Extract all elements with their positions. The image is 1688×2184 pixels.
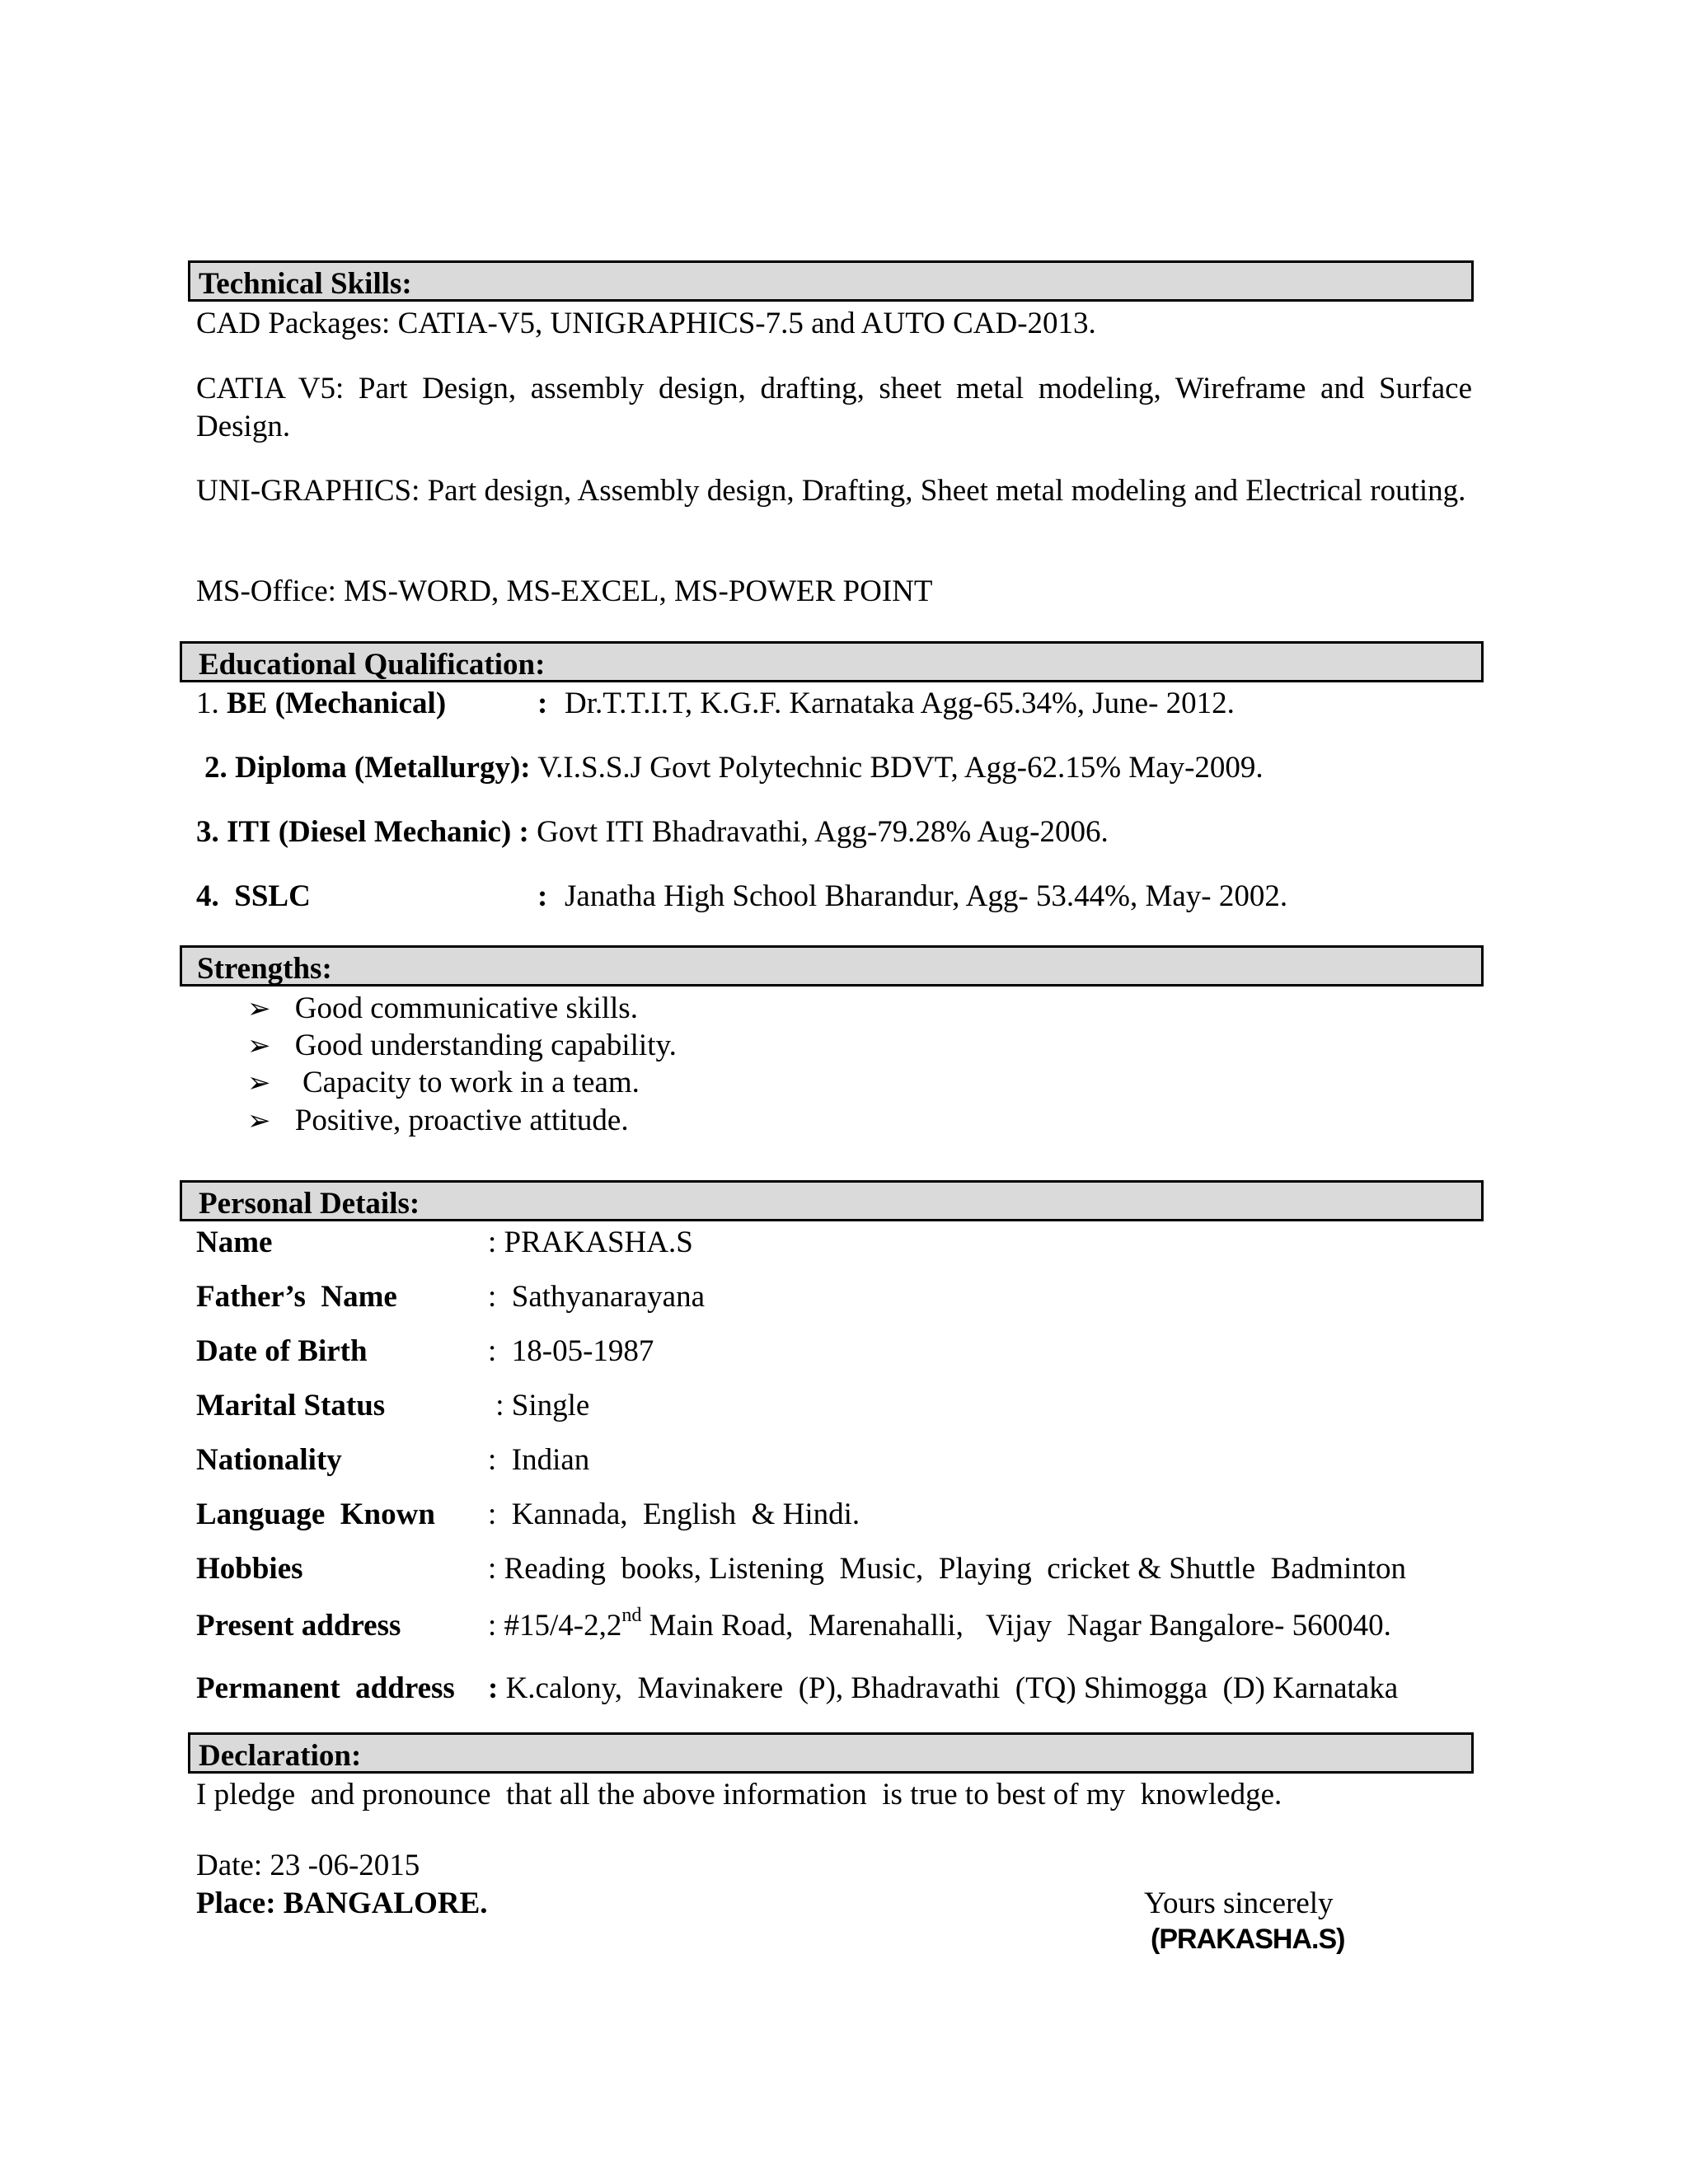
- strength-text: Good communicative skills.: [294, 991, 638, 1025]
- arrow-bullet-icon: ➢: [247, 992, 271, 1025]
- declaration-heading: Declaration:: [199, 1739, 362, 1773]
- personal-label-marital: Marital Status: [196, 1389, 386, 1422]
- personal-details-heading-box: [180, 1180, 1484, 1221]
- personal-value-present-address: [488, 1604, 1391, 1644]
- colon-mark: :: [488, 1671, 499, 1705]
- personal-label-father: Father’s Name: [196, 1280, 397, 1314]
- personal-value-name: : PRAKASHA.S: [488, 1226, 693, 1259]
- personal-label-permanent-address: Permanent address: [196, 1671, 455, 1705]
- technical-skills-heading: Technical Skills:: [199, 267, 412, 301]
- education-item-2: [204, 751, 1264, 786]
- declaration-place: Place: BANGALORE.: [196, 1886, 488, 1920]
- personal-value-marital: : Single: [488, 1389, 590, 1422]
- education-num: 4.: [196, 879, 219, 913]
- list-item: [247, 1029, 677, 1064]
- education-detail: Dr.T.T.I.T, K.G.F. Karnataka Agg-65.34%, June- 2012.: [565, 687, 1235, 720]
- education-item-4: [196, 879, 311, 915]
- education-item-3: [196, 815, 1109, 851]
- education-num: 1.: [196, 687, 219, 720]
- education-title: Diploma (Metallurgy):: [235, 751, 531, 785]
- education-detail: Govt ITI Bhadravathi, Agg-79.28% Aug-2006.: [537, 815, 1109, 849]
- arrow-bullet-icon: ➢: [247, 1066, 271, 1099]
- signature-name: (PRAKASHA.S): [1151, 1924, 1345, 1955]
- strength-text: Positive, proactive attitude.: [294, 1104, 629, 1137]
- personal-value-father: : Sathyanarayana: [488, 1280, 705, 1314]
- education-num: 3.: [196, 815, 219, 849]
- arrow-bullet-icon: ➢: [247, 1029, 271, 1062]
- strength-text: Capacity to work in a team.: [294, 1066, 640, 1099]
- permanent-address-text: K.calony, Mavinakere (P), Bhadravathi (TQ) Shimogga (D) Karnataka: [498, 1671, 1399, 1705]
- arrow-bullet-icon: ➢: [247, 1104, 271, 1137]
- education-item-1: [196, 687, 446, 722]
- personal-value-language: : Kannada, English & Hindi.: [488, 1497, 860, 1531]
- declaration-heading-box: [188, 1732, 1474, 1774]
- personal-label-present-address: Present address: [196, 1609, 401, 1643]
- education-heading-box: [180, 641, 1484, 682]
- personal-details-heading: Personal Details:: [199, 1187, 420, 1221]
- education-detail: Janatha High School Bharandur, Agg- 53.44%, May- 2002.: [565, 879, 1288, 913]
- personal-label-language: Language Known: [196, 1497, 435, 1531]
- education-detail: V.I.S.S.J Govt Polytechnic BDVT, Agg-62.15% May-2009.: [537, 751, 1264, 785]
- education-title: BE (Mechanical): [227, 687, 447, 720]
- declaration-date: Date: 23 -06-2015: [196, 1849, 420, 1882]
- education-separator: :: [537, 687, 548, 720]
- declaration-text: I pledge and pronounce that all the above information is true to best of my knowledge.: [196, 1778, 1282, 1811]
- address-part: Main Road, Marenahalli, Vijay Nagar Bangalore- 560040.: [641, 1609, 1391, 1643]
- strengths-heading: Strengths:: [197, 952, 332, 986]
- personal-label-dob: Date of Birth: [196, 1334, 368, 1368]
- cad-packages-text: CAD Packages: CATIA-V5, UNIGRAPHICS-7.5 and AUTO CAD-2013.: [196, 307, 1096, 340]
- personal-value-hobbies: : Reading books, Listening Music, Playing cricket & Shuttle Badminton: [488, 1552, 1407, 1586]
- closing-salutation: Yours sincerely: [1144, 1886, 1334, 1920]
- education-title: SSLC: [234, 879, 311, 913]
- personal-label-nationality: Nationality: [196, 1443, 342, 1477]
- catia-text: CATIA V5: Part Design, assembly design, drafting, sheet metal modeling, Wireframe and Surface Design.: [196, 372, 1472, 443]
- education-title: ITI (Diesel Mechanic) :: [227, 815, 529, 849]
- list-item: [247, 991, 638, 1027]
- education-num: 2.: [204, 751, 227, 785]
- personal-value-nationality: : Indian: [488, 1443, 590, 1477]
- list-item: [247, 1066, 640, 1101]
- personal-value-dob: : 18-05-1987: [488, 1334, 654, 1368]
- ordinal-suffix: nd: [621, 1604, 642, 1626]
- education-separator: :: [537, 879, 548, 913]
- personal-value-permanent-address: [488, 1671, 1398, 1707]
- personal-label-hobbies: Hobbies: [196, 1552, 303, 1586]
- strength-text: Good understanding capability.: [294, 1029, 677, 1062]
- unigraphics-text: UNI-GRAPHICS: Part design, Assembly design, Drafting, Sheet metal modeling and Electrical routing.: [196, 474, 1466, 508]
- ms-office-text: MS-Office: MS-WORD, MS-EXCEL, MS-POWER POINT: [196, 574, 933, 608]
- education-heading: Educational Qualification:: [199, 648, 546, 682]
- technical-skills-heading-box: [188, 260, 1474, 302]
- address-part: : #15/4-2,2: [488, 1609, 622, 1643]
- personal-label-name: Name: [196, 1226, 273, 1259]
- strengths-heading-box: [180, 945, 1484, 987]
- list-item: [247, 1104, 629, 1139]
